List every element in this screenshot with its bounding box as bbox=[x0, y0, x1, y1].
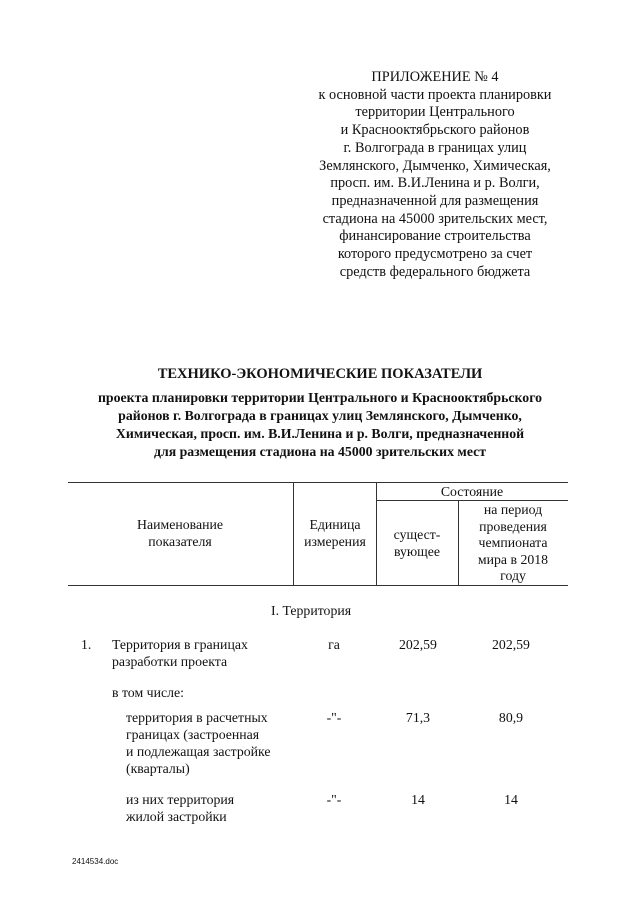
row-period: 14 bbox=[504, 792, 518, 807]
header-existing: сущест-вующее bbox=[393, 527, 441, 559]
row-name: (кварталы) bbox=[126, 761, 190, 776]
appendix-line: ПРИЛОЖЕНИЕ № 4 bbox=[371, 69, 499, 85]
subtitle-line: для размещения стадиона на 45000 зрительских мест bbox=[153, 444, 487, 459]
appendix-line: стадиона на 45000 зрительских мест, bbox=[322, 210, 548, 227]
appendix-line: предназначенной для размещения bbox=[331, 192, 539, 209]
row-unit: -"- bbox=[326, 710, 342, 725]
row-name: Территория в границах bbox=[112, 637, 248, 652]
section-title: I. Территория bbox=[271, 603, 352, 618]
appendix-line: финансирование строительства bbox=[339, 228, 531, 245]
appendix-line: средств федерального бюджета bbox=[339, 263, 531, 280]
column-divider bbox=[293, 482, 294, 585]
appendix-line: просп. им. В.И.Ленина и р. Волги, bbox=[330, 175, 540, 192]
row-name: разработки проекта bbox=[112, 654, 228, 669]
document-footer: 2414534.doc bbox=[72, 857, 119, 866]
row-name: границах (застроенная bbox=[126, 727, 260, 742]
row-unit: га bbox=[328, 637, 340, 652]
row-name: и подлежащая застройке bbox=[126, 744, 271, 759]
appendix-line: и Краснооктябрьского районов bbox=[340, 122, 530, 139]
row-existing: 71,3 bbox=[405, 710, 431, 725]
appendix-heading bbox=[270, 69, 600, 281]
row-number: 1. bbox=[81, 637, 92, 652]
appendix-line: которого предусмотрено за счет bbox=[337, 246, 533, 263]
row-period: 80,9 bbox=[498, 710, 524, 725]
subtitle-line: проекта планировки территории Центрального и Краснооктябрьского bbox=[97, 390, 543, 405]
row-period: 202,59 bbox=[492, 637, 530, 652]
table-top-border bbox=[68, 482, 568, 483]
row-existing: 202,59 bbox=[399, 637, 437, 652]
row-name: из них территория bbox=[126, 792, 235, 807]
row-name: в том числе: bbox=[112, 685, 184, 700]
row-unit: -"- bbox=[326, 792, 342, 807]
row-existing: 14 bbox=[411, 792, 425, 807]
document-title: ТЕХНИКО-ЭКОНОМИЧЕСКИЕ ПОКАЗАТЕЛИ bbox=[157, 366, 483, 382]
column-divider bbox=[376, 482, 377, 585]
header-period: на период проведения чемпионата мира в 2018 году bbox=[477, 502, 549, 583]
row-name: жилой застройки bbox=[126, 809, 227, 824]
appendix-line: Землянского, Дымченко, Химическая, bbox=[319, 157, 551, 174]
header-name: Наименование показателя bbox=[137, 517, 223, 549]
header-bottom-border bbox=[68, 585, 568, 586]
appendix-line: г. Волгограда в границах улиц bbox=[343, 139, 527, 156]
subtitle-line: районов г. Волгограда в границах улиц Землянского, Дымченко, bbox=[118, 408, 522, 423]
header-state: Состояние bbox=[440, 484, 504, 499]
appendix-line: территории Центрального bbox=[355, 104, 515, 121]
header-unit: Единица измерения bbox=[304, 517, 366, 549]
row-name: территория в расчетных bbox=[126, 710, 268, 725]
document-subtitle bbox=[40, 389, 600, 461]
appendix-line: к основной части проекта планировки bbox=[318, 86, 552, 103]
subtitle-line: Химическая, просп. им. В.И.Ленина и р. Волги, предназначенной bbox=[115, 426, 525, 441]
column-divider bbox=[458, 500, 459, 585]
